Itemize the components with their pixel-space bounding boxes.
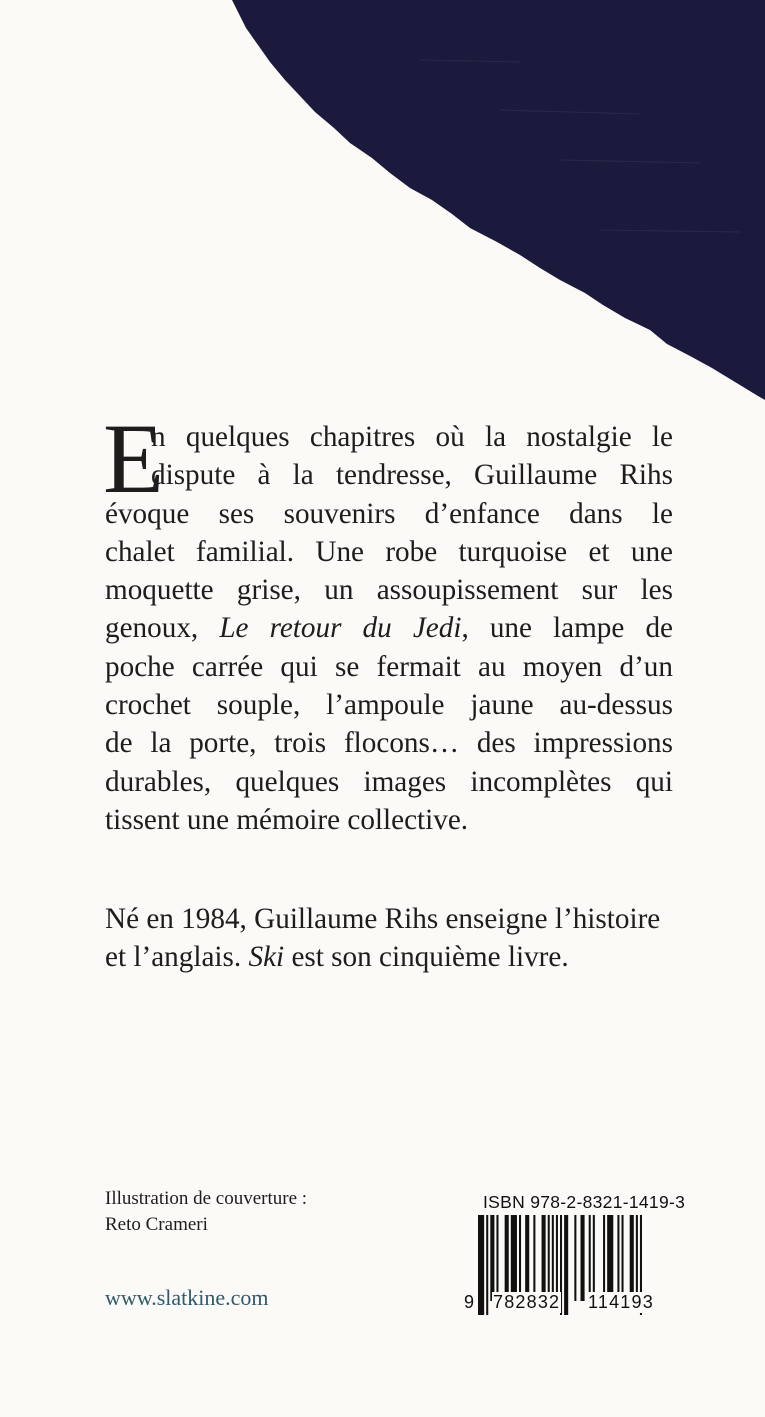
barcode-bar bbox=[490, 1215, 494, 1301]
blurb-line: poche carrée qui se fermait au moyen d’un bbox=[105, 650, 673, 683]
barcode-bar bbox=[552, 1215, 554, 1301]
barcode-bar bbox=[486, 1215, 488, 1315]
blurb-line: de la porte, trois flocons… des impressions bbox=[105, 727, 673, 760]
blurb-paragraph bbox=[105, 418, 673, 839]
barcode-bar bbox=[478, 1215, 484, 1315]
barcode-bar bbox=[525, 1215, 529, 1301]
credit-label: Illustration de couverture : bbox=[105, 1188, 308, 1209]
barcode-bar bbox=[533, 1215, 535, 1301]
barcode-bar bbox=[581, 1215, 585, 1301]
author-bio bbox=[105, 900, 673, 977]
barcode-bar bbox=[617, 1215, 619, 1301]
blurb-line: crochet souple, l’ampoule jaune au-dessus bbox=[105, 689, 673, 722]
book-title-jedi: Le retour du Jedi bbox=[219, 612, 462, 645]
barcode-bar bbox=[511, 1215, 517, 1301]
illustration-credit bbox=[105, 1186, 307, 1238]
barcode-bar bbox=[542, 1215, 546, 1301]
barcode-bar bbox=[548, 1215, 550, 1301]
blurb-line: tissent une mémoire collective. bbox=[105, 803, 469, 836]
drop-cap: E bbox=[103, 403, 165, 514]
bio-line: Né en 1984, Guillaume Rihs enseigne l’histoire bbox=[105, 903, 661, 935]
barcode-digits-left: 782832 bbox=[493, 1292, 561, 1312]
blurb-line: durables, quelques images incomplètes qui bbox=[105, 765, 673, 798]
barcode-bar bbox=[556, 1215, 558, 1301]
isbn-label: ISBN 978-2-8321-1419-3 bbox=[483, 1192, 686, 1212]
barcode-bar bbox=[636, 1215, 638, 1301]
cover-illustration-corner bbox=[0, 0, 765, 400]
book-title-ski: Ski bbox=[248, 941, 285, 974]
barcode-bar bbox=[603, 1215, 605, 1301]
barcode-bar bbox=[607, 1215, 613, 1301]
barcode-bar bbox=[505, 1215, 509, 1301]
blurb-line: moquette grise, un assoupissement sur les bbox=[105, 574, 673, 607]
barcode-bar bbox=[630, 1215, 634, 1301]
barcode-digits-right: 114193 bbox=[588, 1292, 654, 1312]
blurb-line: dispute à la tendresse, Guillaume Rihs bbox=[151, 459, 673, 492]
barcode-bar bbox=[519, 1215, 521, 1301]
bio-line: et l’anglais. Ski est son cinquième livre. bbox=[105, 941, 569, 974]
credit-artist: Reto Crameri bbox=[105, 1214, 208, 1235]
barcode-digit-first: 9 bbox=[464, 1292, 475, 1312]
barcode-bar bbox=[622, 1215, 624, 1301]
barcode-bar bbox=[589, 1215, 591, 1301]
barcode-bar bbox=[574, 1215, 576, 1301]
publisher-website-link[interactable]: www.slatkine.com bbox=[105, 1285, 269, 1310]
barcode-bar bbox=[564, 1215, 568, 1315]
blurb-line: genoux, Le retour du Jedi, une lampe de bbox=[105, 612, 673, 645]
barcode-bar bbox=[593, 1215, 595, 1301]
barcode-bar bbox=[496, 1215, 498, 1301]
blurb-line: n quelques chapitres où la nostalgie le bbox=[151, 421, 673, 453]
blurb-line: chalet familial. Une robe turquoise et une bbox=[105, 535, 673, 568]
blurb-line: évoque ses souvenirs d’enfance dans le bbox=[105, 497, 673, 530]
